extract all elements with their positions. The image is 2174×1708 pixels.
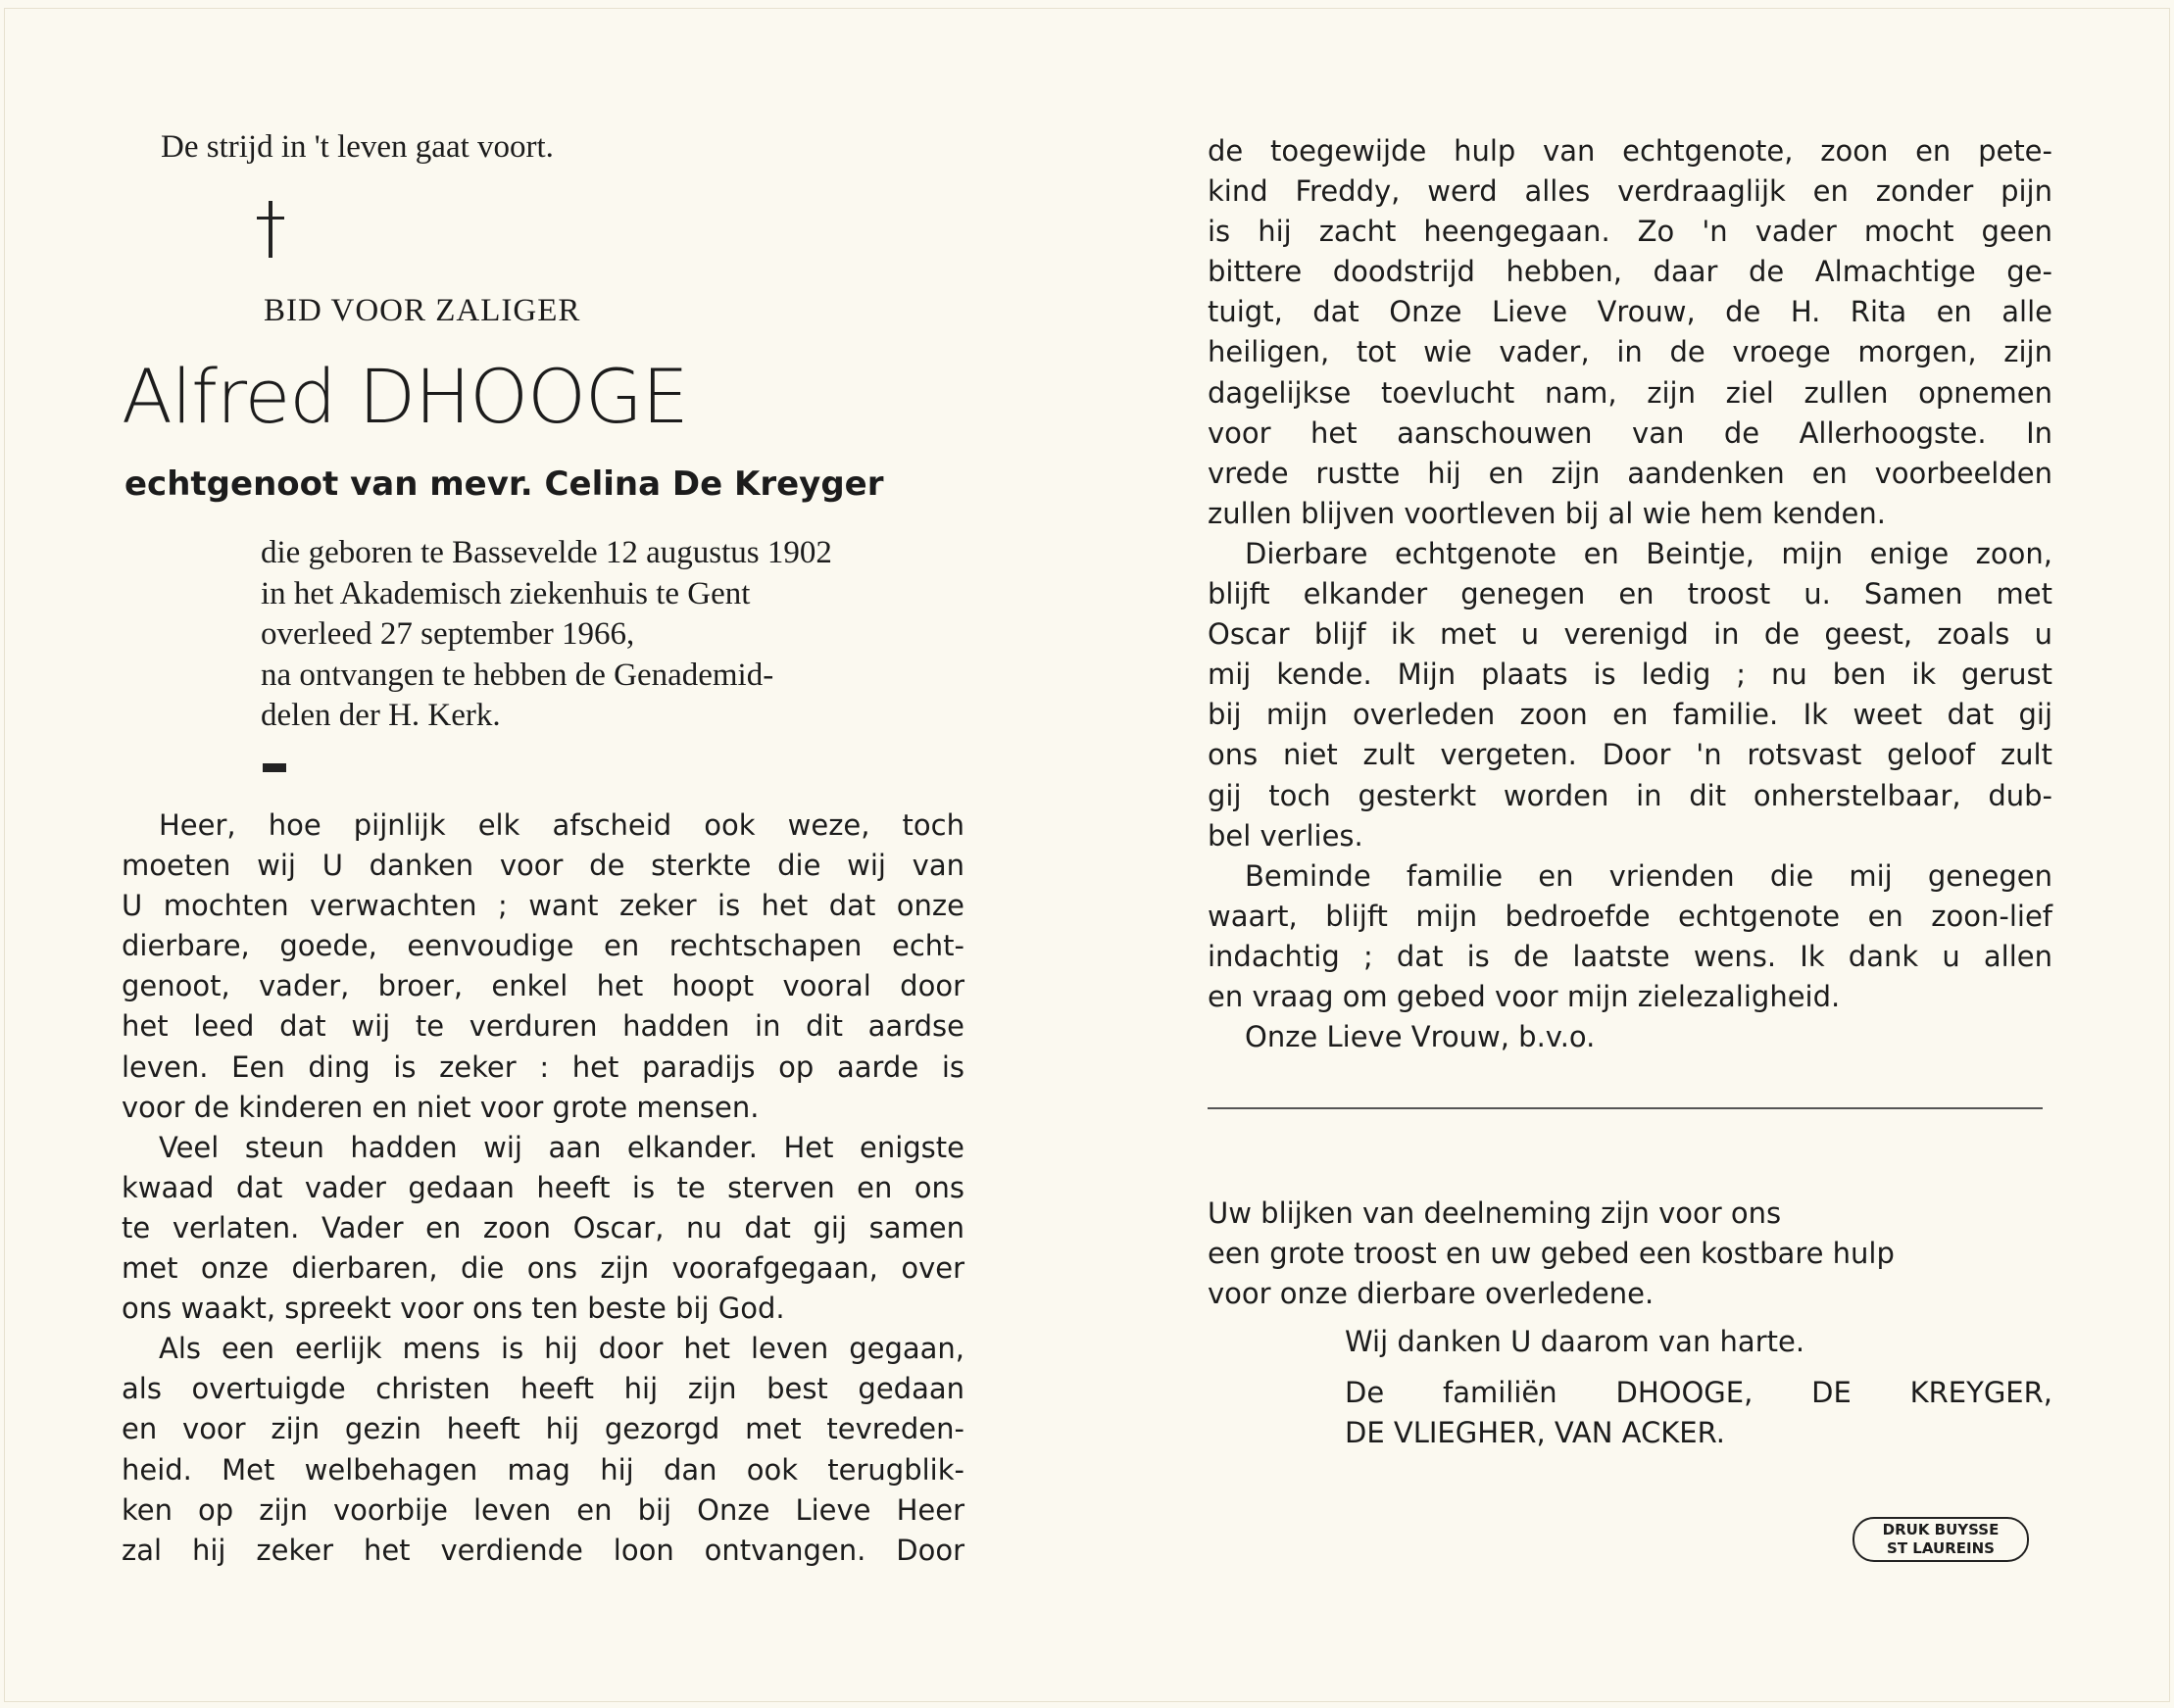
text-line: moeten wij U danken voor de sterkte die wij van xyxy=(122,849,964,883)
text-line: genoot, vader, broer, enkel het hoopt vooral door xyxy=(122,969,964,1003)
text-line: te verlaten. Vader en zoon Oscar, nu dat gij samen xyxy=(122,1210,964,1244)
text-line: dierbare, goede, eenvoudige en rechtschapen echt- xyxy=(122,929,964,963)
text-line: met onze dierbaren, die ons zijn voorafgegaan, over xyxy=(122,1251,964,1286)
text-line: waart, blijft mijn bedroefde echtgenote en zoon-lief xyxy=(1208,899,2052,933)
text-line: zullen blijven voortleven bij al wie hem kenden. xyxy=(1208,496,1886,530)
text-line: bittere doodstrijd hebben, daar de Almachtige ge- xyxy=(1208,255,2052,289)
horizontal-rule xyxy=(1208,1107,2043,1109)
families-block xyxy=(1345,1373,2052,1453)
text-line: Dierbare echtgenote en Beintje, mijn enige zoon, xyxy=(1245,536,2052,570)
text-line: en voor zijn gezin heeft hij gezorgd met tevreden- xyxy=(122,1412,964,1446)
printer-line: DRUK BUYSSE xyxy=(1882,1521,2000,1538)
text-line: heiligen, tot wie vader, in de vroege morgen, zijn xyxy=(1208,335,2052,369)
printer-stamp xyxy=(1853,1517,2029,1562)
text-line: voor de kinderen en niet voor grote mensen. xyxy=(122,1090,760,1124)
text-line: dagelijkse toevlucht nam, zijn ziel zullen opnemen xyxy=(1208,375,2052,410)
pray-heading: BID VOOR ZALIGER xyxy=(264,293,581,328)
text-line: als overtuigde christen heeft hij zijn best gedaan xyxy=(122,1372,964,1406)
text-line: indachtig ; dat is de laatste wens. Ik dank u allen xyxy=(1208,939,2052,973)
text-line: Onze Lieve Vrouw, b.v.o. xyxy=(1245,1020,1596,1054)
cross-icon xyxy=(269,201,272,258)
text-line: mij kende. Mijn plaats is ledig ; nu ben ik gerust xyxy=(1208,658,2052,692)
thanks-text xyxy=(1208,1194,2052,1314)
bio-line: na ontvangen te hebben de Genademid- xyxy=(261,657,774,693)
bio-line: overleed 27 september 1966, xyxy=(261,616,635,652)
left-body-text xyxy=(122,805,964,1571)
text-line: is hij zacht heengegaan. Zo 'n vader mocht geen xyxy=(1208,215,2052,249)
motto: De strijd in 't leven gaat voort. xyxy=(161,129,554,165)
text-line: zal hij zeker het verdiende loon ontvangen. Door xyxy=(122,1533,964,1567)
text-line: tuigt, dat Onze Lieve Vrouw, de H. Rita en alle xyxy=(1208,295,2052,329)
text-line: Beminde familie en vrienden die mij genegen xyxy=(1245,858,2052,893)
text-line: U mochten verwachten ; want zeker is het dat onze xyxy=(122,889,964,923)
text-line: ken op zijn voorbije leven en bij Onze Lieve Heer xyxy=(122,1492,964,1527)
text-line: Uw blijken van deelneming zijn voor ons xyxy=(1208,1196,1782,1230)
text-line: voor het aanschouwen van de Allerhoogste. In xyxy=(1208,415,2052,450)
families-line: DE VLIEGHER, VAN ACKER. xyxy=(1345,1416,1725,1449)
text-line: leven. Een ding is zeker : het paradijs op aarde is xyxy=(122,1049,964,1084)
text-line: kwaad dat vader gedaan heeft is te sterven en ons xyxy=(122,1170,964,1204)
bio-line: die geboren te Bassevelde 12 augustus 1902 xyxy=(261,535,832,570)
bio-block xyxy=(261,533,966,737)
text-line: het leed dat wij te verduren hadden in dit aardse xyxy=(122,1009,964,1044)
text-line: blijft elkander genegen en troost u. Samen met xyxy=(1208,577,2052,611)
right-body-text xyxy=(1208,131,2052,1057)
text-line: heid. Met welbehagen mag hij dan ook terugblik- xyxy=(122,1452,964,1487)
text-line: Veel steun hadden wij aan elkander. Het enigste xyxy=(159,1130,964,1164)
text-line: Heer, hoe pijnlijk elk afscheid ook weze, toch xyxy=(159,808,964,842)
text-line: vrede rustte hij en zijn aandenken en voorbeelden xyxy=(1208,456,2052,490)
text-line: voor onze dierbare overledene. xyxy=(1208,1277,1655,1311)
text-line: en vraag om gebed voor mijn zielezaligheid. xyxy=(1208,979,1841,1013)
spouse-line: echtgenoot van mevr. Celina De Kreyger xyxy=(124,464,884,504)
text-line: ons waakt, spreekt voor ons ten beste bij God. xyxy=(122,1292,785,1326)
bio-line: in het Akademisch ziekenhuis te Gent xyxy=(261,575,751,611)
text-line: Als een eerlijk mens is hij door het leven gegaan, xyxy=(159,1332,964,1366)
text-line: bel verlies. xyxy=(1208,818,1363,853)
bio-line: delen der H. Kerk. xyxy=(261,698,501,733)
text-line: ons niet zult vergeten. Door 'n rotsvast geloof zult xyxy=(1208,738,2052,772)
text-line: kind Freddy, werd alles verdraaglijk en zonder pijn xyxy=(1208,174,2052,209)
text-line: de toegewijde hulp van echtgenote, zoon en pete- xyxy=(1208,134,2052,168)
families-line: De familiën DHOOGE, DE KREYGER, xyxy=(1345,1376,2052,1409)
deceased-name: Alfred DHOOGE xyxy=(122,353,688,440)
text-line: bij mijn overleden zoon en familie. Ik weet dat gij xyxy=(1208,698,2052,732)
printer-line: ST LAUREINS xyxy=(1887,1539,1995,1557)
text-line: gij toch gesterkt worden in dit onherstelbaar, dub- xyxy=(1208,778,2052,812)
divider-bar xyxy=(263,763,286,772)
text-line: een grote troost en uw gebed een kostbare hulp xyxy=(1208,1237,1895,1271)
signoff: Wij danken U daarom van harte. xyxy=(1345,1325,1805,1358)
text-line: Oscar blijf ik met u verenigd in de geest, zoals u xyxy=(1208,617,2052,652)
